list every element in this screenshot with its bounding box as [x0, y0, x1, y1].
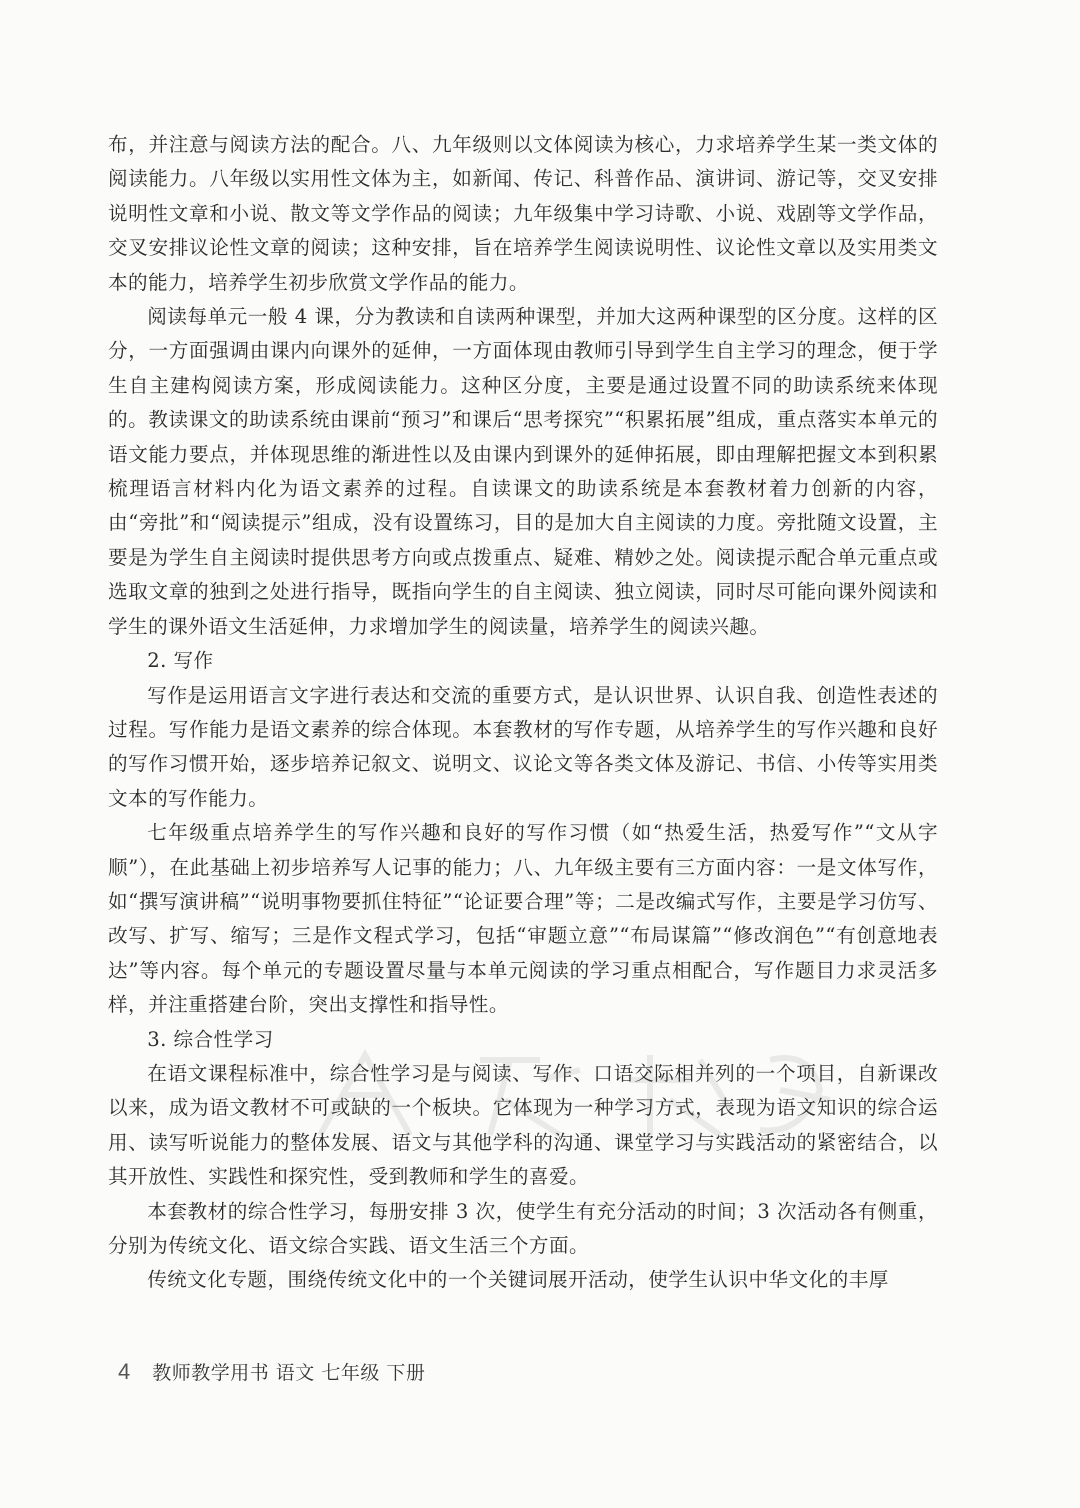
paragraph-writing-intro: 写作是运用语言文字进行表达和交流的重要方式，是认识世界、认识自我、创造性表述的过程。写作能力是语文素养的综合体现。本套教材的写作专题，从培养学生的写作兴趣和良好的写作习惯开始，逐步培养记叙文、说明文、议论文等各类文体及游记、书信、小传等实用类文本的写作能力。	[108, 683, 938, 810]
section-heading-writing: 2. 写作	[147, 649, 214, 673]
page-footer	[118, 1358, 425, 1385]
paragraph-writing-grades: 七年级重点培养学生的写作兴趣和良好的写作习惯（如“热爱生活，热爱写作”“文从字顺”），在此基础上初步培养写人记事的能力；八、九年级主要有三方面内容：一是文体写作，如“撰写演讲稿”“说明事物要抓住特征”“论证要合理”等；二是改编式写作，主要是学习仿写、改写、扩写、缩写；三是作文程式学习，包括“审题立意”“布局谋篇”“修改润色”“有创意地表达”等内容。每个单元的专题设置尽量与本单元阅读的学习重点相配合，写作题目力求灵活多样，并注重搭建台阶，突出支撑性和指导性。	[108, 821, 938, 1017]
page-number: 4	[118, 1359, 131, 1384]
paragraph-comprehensive-intro: 在语文课程标准中，综合性学习是与阅读、写作、口语交际相并列的一个项目，自新课改以来，成为语文教材不可或缺的一个板块。它体现为一种学习方式，表现为语文知识的综合运用、读写听说能力的整体发展、语文与其他学科的沟通、课堂学习与实践活动的紧密结合，以其开放性、实践性和探究性，受到教师和学生的喜爱。	[108, 1061, 938, 1189]
section-heading-comprehensive-learning: 3. 综合性学习	[147, 1027, 274, 1051]
paragraph-comprehensive-schedule: 本套教材的综合性学习，每册安排 3 次，使学生有充分活动的时间；3 次活动各有侧重，分别为传统文化、语文综合实践、语文生活三个方面。	[108, 1199, 938, 1257]
body-text	[108, 128, 938, 1298]
paragraph-reading-units: 阅读每单元一般 4 课，分为教读和自读两种课型，并加大这两种课型的区分度。这样的区分，一方面强调由课内向课外的延伸，一方面体现由教师引导到学生自主学习的理念，便于学生自主建构阅读方案，形成阅读能力。这种区分度，主要是通过设置不同的助读系统来体现的。教读课文的助读系统由课前“预习”和课后“思考探究”“积累拓展”组成，重点落实本单元的语文能力要点，并体现思维的渐进性以及由课内到课外的延伸拓展，即由理解把握文本到积累梳理语言材料内化为语文素养的过程。自读课文的助读系统是本套教材着力创新的内容，由“旁批”和“阅读提示”组成，没有设置练习，目的是加大自主阅读的力度。旁批随文设置，主要是为学生自主阅读时提供思考方向或点拨重点、疑难、精妙之处。阅读提示配合单元重点或选取文章的独到之处进行指导，既指向学生的自主阅读、独立阅读，同时尽可能向课外阅读和学生的课外语文生活延伸，力求增加学生的阅读量，培养学生的阅读兴趣。	[108, 305, 938, 638]
paragraph-traditional-culture: 传统文化专题，围绕传统文化中的一个关键词展开活动，使学生认识中华文化的丰厚	[147, 1268, 889, 1292]
book-title: 教师教学用书 语文 七年级 下册	[152, 1362, 426, 1384]
paragraph-reading-continued: 布，并注意与阅读方法的配合。八、九年级则以文体阅读为核心，力求培养学生某一类文体的阅读能力。八年级以实用性文体为主，如新闻、传记、科普作品、演讲词、游记等，交叉安排说明性文章和小说、散文等文学作品的阅读；九年级集中学习诗歌、小说、戏剧等文学作品，交叉安排议论性文章的阅读；这种安排，旨在培养学生阅读说明性、议论性文章以及实用类文本的能力，培养学生初步欣赏文学作品的能力。	[108, 133, 938, 294]
